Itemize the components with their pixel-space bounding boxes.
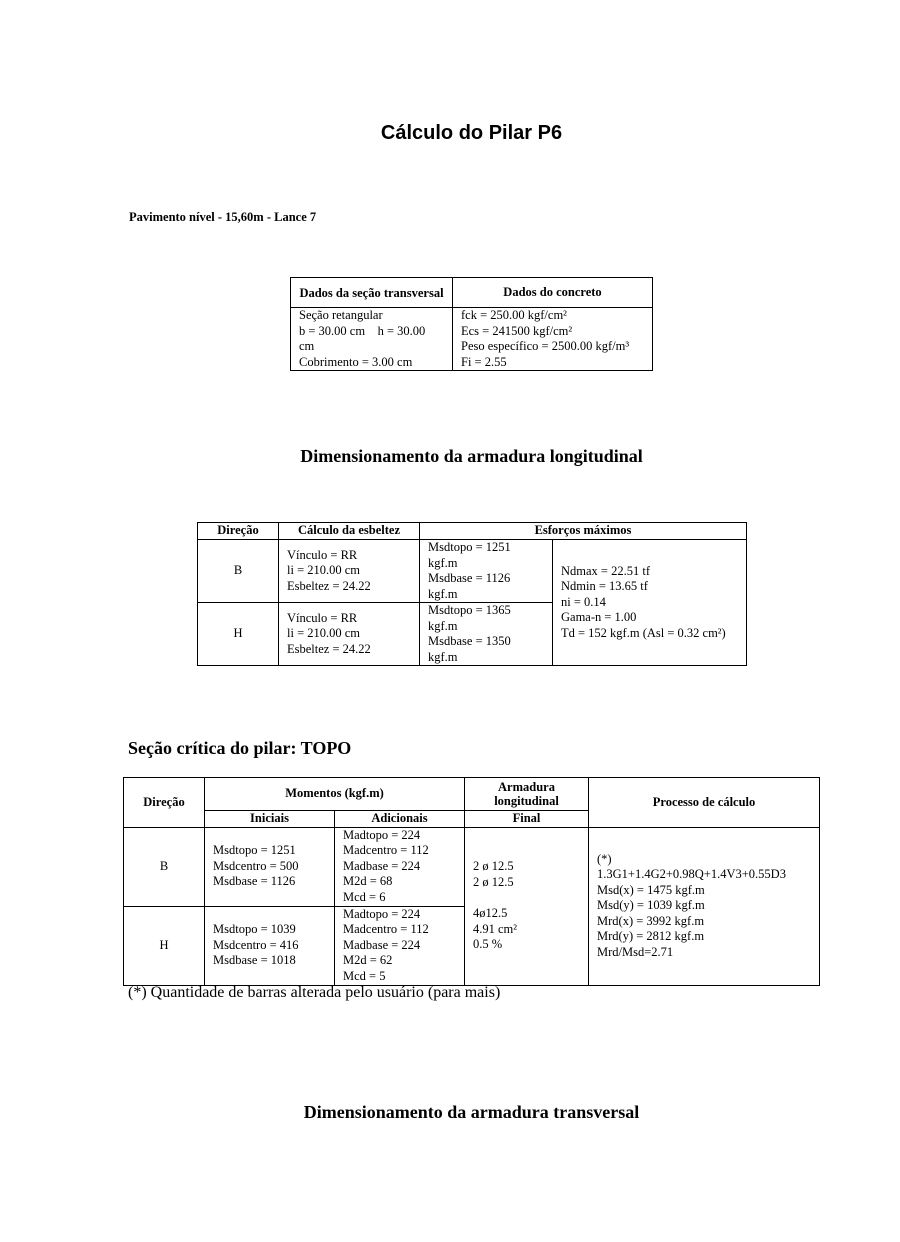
header-adicionais: Adicionais [335,811,465,828]
header-direcao: Direção [198,523,279,540]
shared-esforcos-cell: Ndmax = 22.51 tf Ndmin = 13.65 tf ni = 0.14 Gama-n = 1.00 Td = 152 kgf.m (Asl = 0.32 cm²) [553,540,747,666]
direction-cell: B [198,540,279,603]
final-cell: 2 ø 12.5 2 ø 12.5 4ø12.5 4.91 cm² 0.5 % [465,827,589,985]
header-esforcos: Esforços máximos [420,523,747,540]
adicionais-cell: Madtopo = 224 Madcentro = 112 Madbase = 224 M2d = 68 Mcd = 6 [335,827,465,906]
section-concrete-table [290,277,653,371]
processo-cell: (*) 1.3G1+1.4G2+0.98Q+1.4V3+0.55D3 Msd(x) = 1475 kgf.m Msd(y) = 1039 kgf.m Mrd(x) = 3992 kgf.m Mrd(y) = 2812 kgf.m Mrd/Msd=2.71 [589,827,820,985]
section-heading-critica: Seção crítica do pilar: TOPO [128,738,352,758]
esforcos-cell: Msdtopo = 1251 kgf.m Msdbase = 1126 kgf.m [420,540,553,603]
subtitle: Pavimento nível - 15,60m - Lance 7 [129,210,317,224]
iniciais-cell: Msdtopo = 1039 Msdcentro = 416 Msdbase = 1018 [205,906,335,985]
direction-cell: B [124,827,205,906]
critical-section-table [123,777,820,986]
header-concreto: Dados do concreto [453,278,653,308]
header-processo: Processo de cálculo [589,778,820,828]
header-esbeltez: Cálculo da esbeltez [279,523,420,540]
direction-cell: H [198,603,279,666]
esforcos-cell: Msdtopo = 1365 kgf.m Msdbase = 1350 kgf.m [420,603,553,666]
section-heading-longitudinal: Dimensionamento da armadura longitudinal [300,446,643,466]
esbeltez-cell: Vínculo = RR li = 210.00 cm Esbeltez = 24.22 [279,540,420,603]
table-row [198,540,747,603]
footnote: (*) Quantidade de barras alterada pelo usuário (para mais) [128,984,501,1001]
header-secao: Dados da seção transversal [291,278,453,308]
page-title: Cálculo do Pilar P6 [380,122,563,144]
table-row [124,827,820,906]
header-iniciais: Iniciais [205,811,335,828]
direction-cell: H [124,906,205,985]
header-final: Final [465,811,589,828]
iniciais-cell: Msdtopo = 1251 Msdcentro = 500 Msdbase = 1126 [205,827,335,906]
esbeltez-cell: Vínculo = RR li = 210.00 cm Esbeltez = 24.22 [279,603,420,666]
slenderness-table [197,522,747,666]
section-heading-transversal: Dimensionamento da armadura transversal [303,1102,640,1122]
header-direcao: Direção [124,778,205,828]
header-armadura: Armadura longitudinal [465,778,589,811]
header-momentos: Momentos (kgf.m) [205,778,465,811]
concreto-data: fck = 250.00 kgf/cm² Ecs = 241500 kgf/cm² Peso específico = 2500.00 kgf/m³ Fi = 2.55 [453,308,653,371]
adicionais-cell: Madtopo = 224 Madcentro = 112 Madbase = 224 M2d = 62 Mcd = 5 [335,906,465,985]
secao-data: Seção retangular b = 30.00 cm h = 30.00 cm Cobrimento = 3.00 cm [291,308,453,371]
